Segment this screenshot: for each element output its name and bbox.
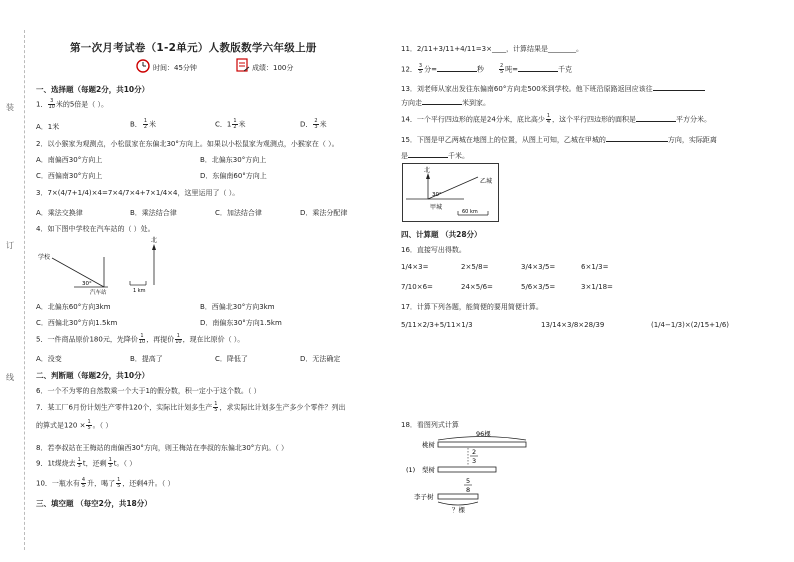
section-fill: 三、填空题 （每空2分，共18分）: [36, 499, 152, 508]
calc-row-1-item-2: 2×5/8=: [461, 263, 489, 271]
question-10: 10．一瓶水有 $\frac{4}{5}$ 升，喝了 $\frac{1}{5}$ ，还剩4升。（ ）: [36, 477, 175, 489]
question-15-cont: 是 千米。: [401, 152, 469, 160]
q4-angle-label: 30°: [82, 281, 92, 287]
d-peach-bar: [438, 442, 526, 447]
expr-3: (1/4−1/3)×(2/15+1/6): [651, 321, 730, 329]
question-6: 6．一个不为零的自然数乘一个大于1的假分数，积一定小于这个数。（ ）: [36, 387, 261, 395]
binding-line: [24, 30, 25, 550]
d-unknown-brace: [438, 502, 478, 505]
q1-option-b: B． $\frac{1}{2}$ 米: [130, 118, 156, 130]
q2-option-c: C．西偏南30°方向上: [36, 172, 103, 180]
question-16: 16．直接写出得数。: [401, 246, 466, 254]
calc-row-2-item-4: 3×1/18=: [581, 283, 613, 291]
section-choice: 一、选择题（每题2分，共10分）: [36, 85, 150, 94]
calc-row-2-item-1: 7/10×6=: [401, 283, 433, 291]
question-12: 12． $\frac{3}{5}$ 分= 秒 $\frac{2}{5}$ 吨= 千克: [401, 63, 573, 75]
question-1: 1． $\frac{3}{10}$ 米的5倍是（ ）。: [36, 98, 109, 110]
section-judge: 二、判断题（每题2分，共10分）: [36, 371, 150, 380]
d-f2-den: 8: [466, 486, 471, 494]
q5-option-d: D．无法确定: [300, 355, 341, 363]
q18-line-diagram: [400, 428, 540, 514]
d-f2-num: 5: [466, 477, 471, 485]
q1-option-a: A．1米: [36, 123, 60, 131]
q2-option-d: D．东偏南60°方向上: [200, 172, 267, 180]
q4-north-arrowhead: [152, 244, 156, 250]
q1-option-c: C．1 $\frac{1}{2}$ 米: [215, 118, 246, 130]
question-17: 17．计算下列各题，能简便的要用简便计算。: [401, 303, 543, 311]
calc-row-2-item-3: 5/6×3/5=: [521, 283, 556, 291]
binding-char-xian: 线: [6, 373, 14, 382]
clock-icon: [136, 59, 150, 75]
calc-row-2-item-2: 24×5/6=: [461, 283, 493, 291]
calc-row-1-item-4: 6×1/3=: [581, 263, 609, 271]
question-9: 9．1t煤烧去 $\frac{1}{3}$ t，还剩 $\frac{1}{3}$ t。（ ）: [36, 457, 137, 469]
d-plum-bar: [438, 494, 478, 499]
q4-route-line: [52, 258, 104, 287]
d-f1-num: 2: [472, 448, 477, 456]
q15-jia-label: 甲城: [430, 204, 443, 211]
question-15: 15．下图是甲乙两城在地图上的位置，从图上可知，乙城在甲城的 方向，实际距离: [401, 136, 717, 144]
q4-station-label: 汽车站: [90, 290, 107, 296]
d-item-label: (1): [406, 466, 416, 474]
q4-north-label: 北: [151, 237, 158, 244]
q15-map-frame: [403, 164, 499, 222]
q3-option-a: A．乘法交换律: [36, 209, 83, 217]
q15-north-label: 北: [424, 167, 431, 174]
q5-option-c: C．降低了: [215, 355, 248, 363]
q3-option-b: B．乘法结合律: [130, 209, 177, 217]
q1-option-d: D． $\frac{2}{3}$ 米: [300, 118, 327, 130]
q15-angle-label: 30°: [432, 192, 442, 198]
question-8: 8．若李叔站在王梅站的南偏西30°方向，则王梅站在李叔的东偏北30°方向。（ ）: [36, 444, 288, 452]
q4-option-b: B．西偏北30°方向3km: [200, 303, 275, 311]
d-total-label: 96棵: [476, 430, 491, 438]
d-plum-label: 李子树: [414, 493, 434, 501]
question-18: 18．看图列式计算: [401, 421, 459, 429]
q4-option-a: A．北偏东60°方向3km: [36, 303, 111, 311]
d-pear-bar: [438, 467, 496, 472]
q15-yi-label: 乙城: [480, 178, 493, 185]
expr-2: 13/14×3/8×28/39: [541, 321, 605, 329]
q5-option-b: B．提高了: [130, 355, 163, 363]
question-7: 7．某工厂6月份计划生产零件120个，实际比计划多生产 $\frac{1}{5}$ ，求实际比计划多生产多少个零件？列出: [36, 401, 346, 413]
time-label: 时间：45分钟: [153, 64, 197, 72]
question-5: 5．一件商品原价180元，先降价 $\frac{1}{10}$ ，再提价 $\frac{1}{10}$ ，现在比原价（ ）。: [36, 333, 245, 345]
calc-row-1-item-3: 3/4×3/5=: [521, 263, 556, 271]
d-f1-den: 3: [472, 457, 477, 465]
d-pear-label: 梨树: [422, 466, 435, 474]
question-7-cont: 的算式是120 × $\frac{1}{5}$ 。（ ）: [36, 419, 113, 431]
q15-scale-label: 60 km: [462, 209, 478, 215]
question-3: 3．7×(4/7+1/4)×4=7×4/7×4+7×1/4×4，这里运用了（ ）。: [36, 189, 240, 197]
question-2: 2．以小猴家为观测点，小松鼠家在东偏北30°方向上。如果以小松鼠家为观测点，小猴家在（ ）。: [36, 140, 339, 148]
question-14: 14．一个平行四边形的底是24分米，底比高少 $\frac{1}{4}$ ，这个平行四边形的面积是 平方分米。: [401, 113, 712, 125]
q4-scale-label: 1 km: [133, 288, 146, 294]
score-label: 成绩：100分: [252, 64, 294, 72]
question-4: 4．如下图中学校在汽车站的（ ）处。: [36, 225, 155, 233]
d-unknown-label: ？棵: [452, 506, 465, 514]
q4-school-label: 学校: [38, 254, 51, 261]
q3-option-d: D．乘法分配律: [300, 209, 348, 217]
q4-option-c: C．西偏北30°方向1.5km: [36, 319, 118, 327]
calc-row-1-item-1: 1/4×3=: [401, 263, 429, 271]
question-13: 13．刘老师从家出发往东偏南60°方向走500米到学校。他下班沿原路返回应该往: [401, 84, 705, 94]
score-icon: [236, 58, 250, 75]
q4-option-d: D．南偏东30°方向1.5km: [200, 319, 282, 327]
binding-char-ding: 订: [6, 241, 14, 250]
q5-option-a: A．没变: [36, 355, 62, 363]
question-13-cont: 方向走 米到家。: [401, 99, 490, 107]
question-11: 11．2/11+3/11+4/11=3×____，计算结果是________。: [401, 45, 583, 53]
q2-option-a: A．南偏西30°方向上: [36, 156, 103, 164]
page-title: 第一次月考试卷（1-2单元）人教版数学六年级上册: [70, 42, 317, 54]
q15-map-diagram: [402, 163, 532, 225]
section-calc: 四、计算题 （共28分）: [401, 230, 482, 239]
q4-direction-diagram: [36, 235, 166, 297]
expr-1: 5/11×2/3+5/11×1/3: [401, 321, 473, 329]
binding-char-zhuang: 装: [6, 103, 14, 112]
q3-option-c: C．加法结合律: [215, 209, 262, 217]
q2-option-b: B．北偏东30°方向上: [200, 156, 267, 164]
d-peach-label: 桃树: [422, 441, 435, 449]
